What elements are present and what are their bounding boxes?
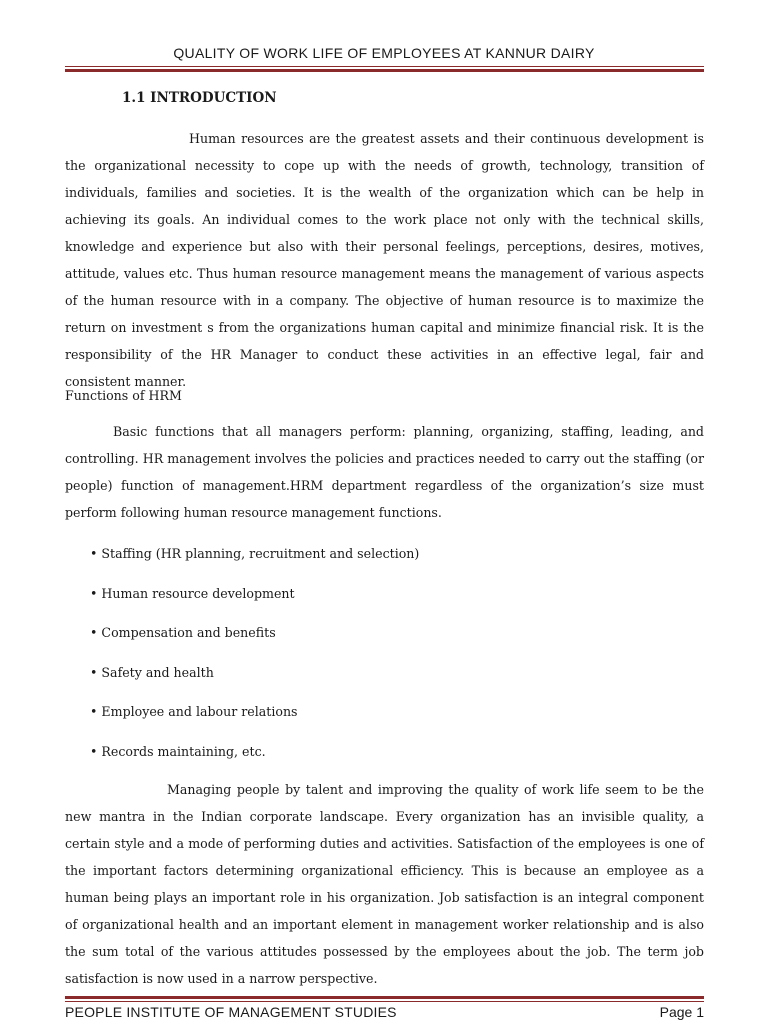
page-header-title: QUALITY OF WORK LIFE OF EMPLOYEES AT KANNUR DAIRY <box>173 45 595 61</box>
list-item: • Human resource development <box>90 585 295 601</box>
footer-institute: PEOPLE INSTITUTE OF MANAGEMENT STUDIES <box>65 1004 397 1020</box>
header-rule-thin <box>65 66 704 67</box>
functions-heading: Functions of HRM <box>65 388 182 403</box>
header-rule-thick <box>65 69 704 72</box>
footer-page-number: Page 1 <box>659 1004 704 1020</box>
footer-rule-thick <box>65 996 704 999</box>
footer-rule-thin <box>65 1001 704 1002</box>
list-item: • Records maintaining, etc. <box>90 743 266 759</box>
list-item: • Safety and health <box>90 664 214 680</box>
functions-paragraph: Basic functions that all managers perform: planning, organizing, staffing, leading, and controlling. HR management involves the policies and practices needed to carry out the staffing (or people) function of management.HRM department regardless of the organization’s size must perform following human resource management functions. <box>65 424 704 520</box>
intro-paragraph: Human resources are the greatest assets and their continuous development is the organizational necessity to cope up with the needs of growth, technology, transition of individuals, families and societies. It is the wealth of the organization which can be help in achieving its goals. An individual comes to the work place not only with the technical skills, knowledge and experience but also with their personal feelings, perceptions, desires, motives, attitude, values etc. Thus human resource management means the management of various aspects of the human resource with in a company. The objective of human resource is to maximize the return on investment s from the organizations human capital and minimize financial risk. It is the responsibility of the HR Manager to conduct these activities in an effective legal, fair and consistent manner. <box>65 131 704 389</box>
list-item: • Employee and labour relations <box>90 704 298 720</box>
list-item: • Staffing (HR planning, recruitment and selection) <box>90 546 420 561</box>
closing-paragraph: Managing people by talent and improving the quality of work life seem to be the new mantra in the Indian corporate landscape. Every organization has an invisible quality, a certain style and a mode of performing duties and activities. Satisfaction of the employees is one of the important factors determining organizational efficiency. This is because an employee as a human being plays an important role in his organization. Job satisfaction is an integral component of organizational health and an important element in management worker relationship and is also the sum total of the various attitudes possessed by the employees about the job. The term job satisfaction is now used in a narrow perspective. <box>65 782 704 986</box>
list-item: • Compensation and benefits <box>90 625 276 641</box>
section-heading: 1.1 INTRODUCTION <box>122 90 277 106</box>
hrm-functions-list <box>90 540 419 778</box>
